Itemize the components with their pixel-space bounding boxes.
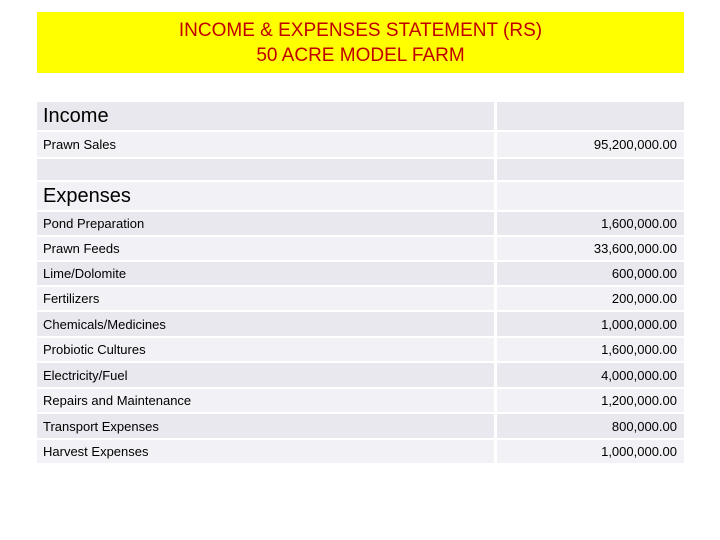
row-label: Chemicals/Medicines — [37, 311, 495, 337]
table-row — [37, 261, 684, 286]
statement-title-banner — [37, 12, 684, 73]
table-row — [37, 311, 684, 337]
row-value: 33,600,000.00 — [495, 236, 684, 261]
table-row — [37, 286, 684, 311]
row-value: 1,200,000.00 — [495, 388, 684, 413]
income-heading: Income — [37, 102, 495, 131]
row-value: 800,000.00 — [495, 413, 684, 439]
row-value: 4,000,000.00 — [495, 362, 684, 388]
row-label: Transport Expenses — [37, 413, 495, 439]
row-label: Electricity/Fuel — [37, 362, 495, 388]
row-label: Lime/Dolomite — [37, 261, 495, 286]
income-expenses-table — [37, 102, 684, 465]
row-label: Harvest Expenses — [37, 439, 495, 464]
income-heading-value — [495, 102, 684, 131]
row-label: Prawn Sales — [37, 131, 495, 158]
table-row — [37, 413, 684, 439]
statement-subtitle: 50 ACRE MODEL FARM — [256, 45, 465, 66]
row-label: Pond Preparation — [37, 211, 495, 236]
table-row — [37, 362, 684, 388]
table-row — [37, 211, 684, 236]
row-value: 600,000.00 — [495, 261, 684, 286]
row-value: 1,000,000.00 — [495, 311, 684, 337]
row-value: 1,000,000.00 — [495, 439, 684, 464]
table-row — [37, 439, 684, 464]
table-row — [37, 337, 684, 362]
row-value: 1,600,000.00 — [495, 337, 684, 362]
income-heading-row — [37, 102, 684, 131]
row-label: Probiotic Cultures — [37, 337, 495, 362]
table-row — [37, 131, 684, 158]
table-row — [37, 388, 684, 413]
row-label: Repairs and Maintenance — [37, 388, 495, 413]
row-label: Prawn Feeds — [37, 236, 495, 261]
expenses-heading: Expenses — [37, 181, 495, 211]
spacer-row — [37, 158, 684, 181]
expenses-heading-row — [37, 181, 684, 211]
row-label: Fertilizers — [37, 286, 495, 311]
row-value: 95,200,000.00 — [495, 131, 684, 158]
row-value: 200,000.00 — [495, 286, 684, 311]
expenses-heading-value — [495, 181, 684, 211]
table-row — [37, 236, 684, 261]
statement-title: INCOME & EXPENSES STATEMENT (RS) — [178, 20, 543, 41]
row-value: 1,600,000.00 — [495, 211, 684, 236]
